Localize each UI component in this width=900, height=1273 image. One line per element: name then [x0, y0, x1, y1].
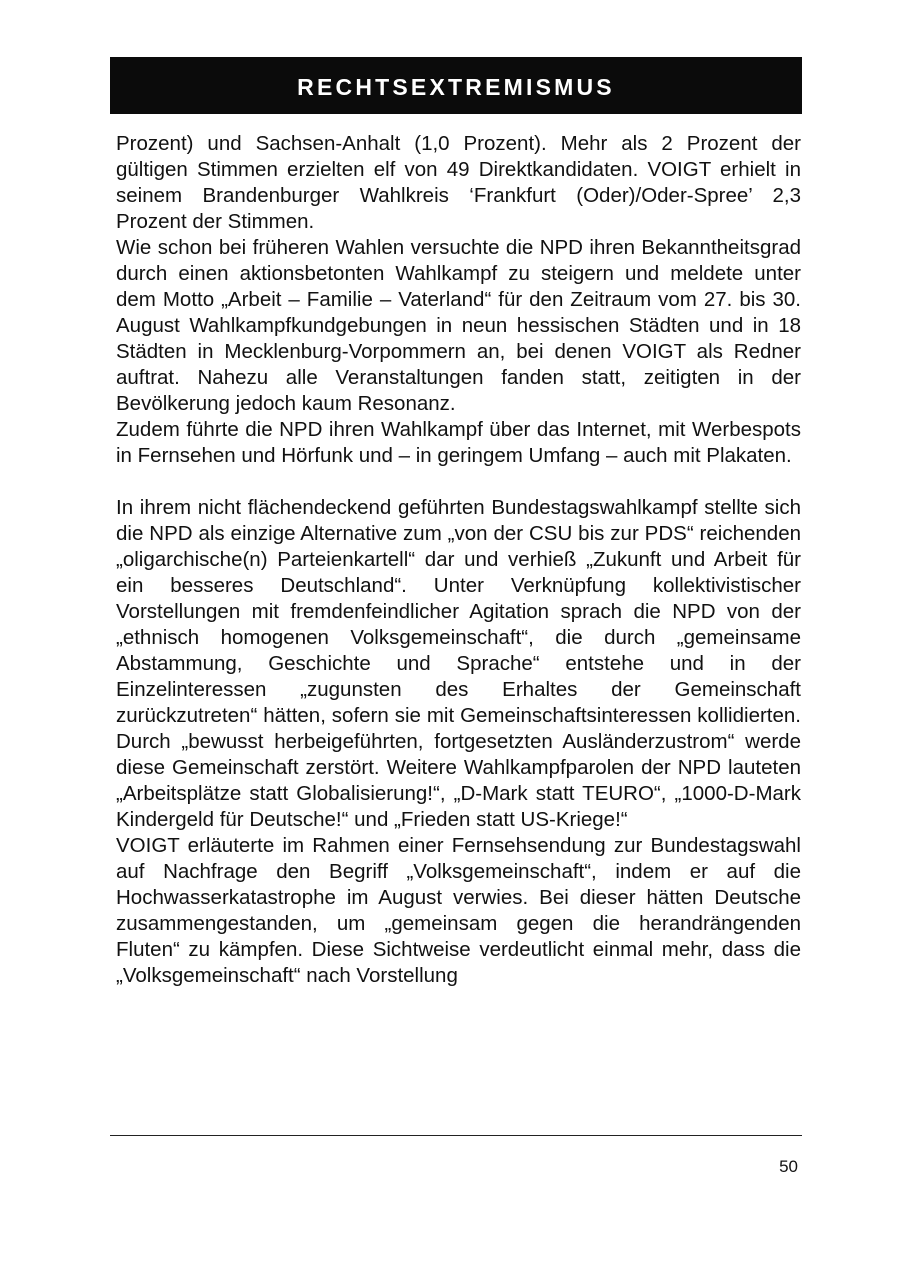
paragraph-spacer — [116, 469, 801, 495]
paragraph: VOIGT erläuterte im Rahmen einer Fernsehsendung zur Bundestagswahl auf Nachfrage den Begriff „Volksgemeinschaft“, indem er auf die Hochwasserkatastrophe im August verwies. Bei dieser hätten Deutsche zusammengestanden, um „gemeinsam gegen die herandrängenden Fluten“ zu kämpfen. Diese Sichtweise verdeutlicht einmal mehr, dass die „Volksgemeinschaft“ nach Vorstellung — [116, 834, 801, 987]
paragraph: In ihrem nicht flächendeckend geführten Bundestagswahlkampf stellte sich die NPD als einzige Alternative zum „von der CSU bis zur PDS“ reichenden „oligarchische(n) Parteienkartell“ dar und verhieß „Zukunft und Arbeit für ein besseres Deutschland“. Unter Verknüpfung kollektivistischer Vorstellungen mit fremdenfeindlicher Agitation sprach die NPD von der „ethnisch homogenen Volksgemeinschaft“, die durch „gemeinsame Abstammung, Geschichte und Sprache“ entstehe und in der Einzelinteressen „zugunsten des Erhaltes der Gemeinschaft zurückzutreten“ hätten, sofern sie mit Gemeinschaftsinteressen kollidierten. Durch „bewusst herbeigeführten, fortgesetzten Ausländerzustrom“ werde diese Gemeinschaft zerstört. Weitere Wahlkampfparolen der NPD lauteten „Arbeitsplätze statt Globalisierung!“, „D-Mark statt TEURO“, „1000-D-Mark Kindergeld für Deutsche!“ und „Frieden statt US-Kriege!“ — [116, 496, 801, 831]
footer-divider — [110, 1135, 802, 1136]
body-text — [116, 131, 801, 989]
paragraph: Prozent) und Sachsen-Anhalt (1,0 Prozent). Mehr als 2 Prozent der gültigen Stimmen erzielten elf von 49 Direktkandidaten. VOIGT erhielt in seinem Brandenburger Wahlkreis ‘Frankfurt (Oder)/Oder-Spree’ 2,3 Prozent der Stimmen. — [116, 132, 801, 233]
section-title: RECHTSEXTREMISMUS — [297, 74, 615, 100]
paragraph: Zudem führte die NPD ihren Wahlkampf über das Internet, mit Werbespots in Fernsehen und Hörfunk und – in geringem Umfang – auch mit Plakaten. — [116, 418, 801, 467]
section-header-bar — [110, 57, 802, 114]
paragraph: Wie schon bei früheren Wahlen versuchte die NPD ihren Bekanntheitsgrad durch einen aktionsbetonten Wahlkampf zu steigern und meldete unter dem Motto „Arbeit – Familie – Vaterland“ für den Zeitraum vom 27. bis 30. August Wahlkampfkundgebungen in neun hessischen Städten und in 18 Städten in Mecklenburg-Vorpommern an, bei denen VOIGT als Redner auftrat. Nahezu alle Veranstaltungen fanden statt, zeitigten in der Bevölkerung jedoch kaum Resonanz. — [116, 236, 801, 415]
page-number: 50 — [779, 1157, 798, 1176]
